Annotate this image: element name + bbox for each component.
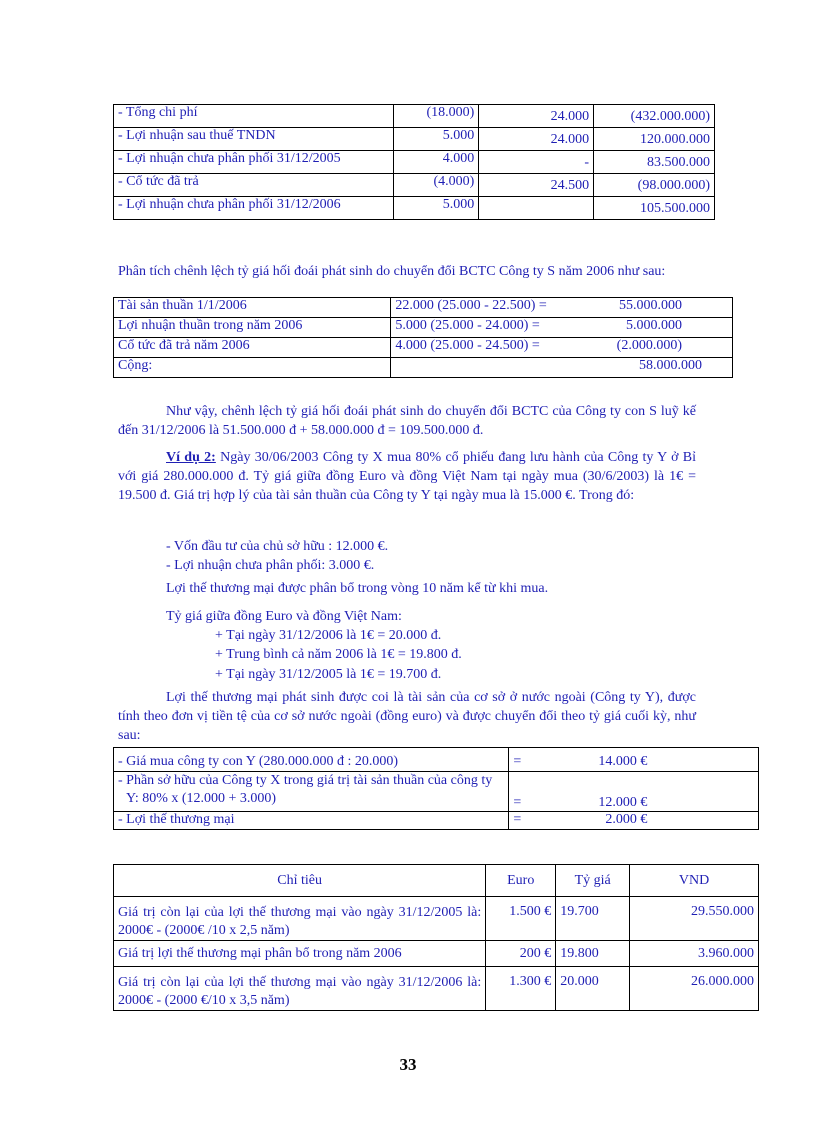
cell-calc [391,358,613,378]
row-label: Giá trị còn lại của lợi thế thương mại vào ngày 31/12/2005 là: 2000€ - (2000€ /10 x 2,5 năm) [114,897,486,941]
rate-heading: Tỷ giá giữa đồng Euro và đồng Việt Nam: [166,609,402,624]
table-row [114,318,733,338]
rate-item: + Tại ngày 31/12/2005 là 1€ = 19.700 đ. [215,667,442,682]
bullet-capital: - Vốn đầu tư của chủ sở hữu : 12.000 €. [166,539,389,554]
table-goodwill-calc [113,747,759,830]
table-row [114,897,759,941]
value-text: 12.000 € [598,795,648,810]
rate-item: + Trung bình cả năm 2006 là 1€ = 19.800 đ. [215,647,462,662]
cell-euro: 1.300 € [486,967,556,1011]
goodwill-amortization-note: Lợi thế thương mại được phân bổ trong vòng 10 năm kể từ khi mua. [166,581,549,596]
table-row [114,174,715,197]
row-label: - Lợi thế thương mại [114,812,509,830]
cell-rate: 19.700 [556,897,630,941]
row-label: - Lợi nhuận chưa phân phối 31/12/2006 [114,197,394,220]
row-label: Tài sản thuần 1/1/2006 [114,298,391,318]
table-row [114,197,715,220]
table-row [114,128,715,151]
cell-value [509,748,759,772]
table-row [114,105,715,128]
table-row [114,812,759,830]
cell-value [509,812,759,830]
table-row [114,298,733,318]
cell-value: 55.000.000 [612,298,732,318]
cell-vnd: (432.000.000) [594,105,715,128]
rate-item: + Tại ngày 31/12/2006 là 1€ = 20.000 đ. [215,628,442,643]
cell-value: (2.000.000) [612,338,732,358]
header-indicator: Chỉ tiêu [114,865,486,897]
cell-calc: 5.000 (25.000 - 24.000) = [391,318,613,338]
table-row [114,748,759,772]
cell-euro: (18.000) [394,105,479,128]
value-text: 14.000 € [598,754,648,769]
cell-euro: (4.000) [394,174,479,197]
intro-paragraph: Phân tích chênh lệch tỷ giá hối đoái phát sinh do chuyển đổi BCTC Công ty S năm 2006 như sau: [118,264,666,279]
table-profit-summary [113,104,715,220]
row-label: - Cổ tức đã trả [114,174,394,197]
cell-vnd: 120.000.000 [594,128,715,151]
cell-vnd: 105.500.000 [594,197,715,220]
row-label: - Phần sở hữu của Công ty X trong giá trị tài sản thuần của công ty Y: 80% x (12.000 + 3.000) [114,772,509,812]
cell-rate: 19.800 [556,941,630,967]
equals-sign: = [513,812,522,827]
cell-vnd: 83.500.000 [594,151,715,174]
row-label: Giá trị lợi thế thương mại phân bổ trong năm 2006 [114,941,486,967]
page-number: 33 [399,1055,417,1074]
table-row [114,941,759,967]
example-label: Ví dụ 2: [166,450,216,465]
cell-value: 5.000.000 [612,318,732,338]
table-goodwill-translation [113,864,759,1011]
table-exchange-diff [113,297,733,378]
cell-rate: - [479,151,594,174]
equals-sign: = [513,795,522,810]
cell-euro: 1.500 € [486,897,556,941]
row-label: - Giá mua công ty con Y (280.000.000 đ : 20.000) [114,748,509,772]
cell-value: 58.000.000 [612,358,732,378]
header-vnd: VND [630,865,759,897]
table-row [114,967,759,1011]
header-rate: Tỷ giá [556,865,630,897]
row-label: Lợi nhuận thuần trong năm 2006 [114,318,391,338]
value-text: 2.000 € [605,812,648,827]
paragraph-text: Như vậy, chênh lệch tỷ giá hối đoái phát sinh do chuyển đổi BCTC của Công ty con S luỹ kế đến 31/12/2006 là 51.500.000 đ + 58.000.000 đ = 109.500.000 đ. [118,404,696,438]
paragraph-conclusion [118,402,696,440]
equals-sign: = [513,754,522,769]
bullet-retained-earnings: - Lợi nhuận chưa phân phối: 3.000 €. [166,558,375,573]
table-row [114,358,733,378]
cell-euro: 5.000 [394,128,479,151]
row-label: - Lợi nhuận sau thuế TNDN [114,128,394,151]
row-label: Cộng: [114,358,391,378]
cell-vnd: 26.000.000 [630,967,759,1011]
row-label: Cổ tức đã trả năm 2006 [114,338,391,358]
cell-calc: 4.000 (25.000 - 24.500) = [391,338,613,358]
cell-euro: 4.000 [394,151,479,174]
cell-vnd: 29.550.000 [630,897,759,941]
cell-euro: 5.000 [394,197,479,220]
cell-rate: 20.000 [556,967,630,1011]
cell-rate: 24.000 [479,105,594,128]
cell-rate: 24.000 [479,128,594,151]
cell-rate: 24.500 [479,174,594,197]
cell-euro: 200 € [486,941,556,967]
example-text: Ngày 30/06/2003 Công ty X mua 80% cổ phiếu đang lưu hành của Công ty Y ở Bỉ với giá 280.000.000 đ. Tỷ giá giữa đồng Euro và đồng Việt Nam tại ngày mua (30/6/2003) là 1€ = 19.500 đ. Giá trị hợp lý của tài sản thuần của Công ty Y tại ngày mua là 15.000 €. Trong đó: [118,450,697,503]
cell-vnd: (98.000.000) [594,174,715,197]
table-header-row [114,865,759,897]
table-row [114,772,759,812]
table-row [114,338,733,358]
cell-vnd: 3.960.000 [630,941,759,967]
header-euro: Euro [486,865,556,897]
cell-calc: 22.000 (25.000 - 22.500) = [391,298,613,318]
table-row [114,151,715,174]
paragraph-example-2 [118,448,696,505]
cell-rate [479,197,594,220]
cell-value [509,772,759,812]
row-label: - Tổng chi phí [114,105,394,128]
row-label: Giá trị còn lại của lợi thế thương mại vào ngày 31/12/2006 là: 2000€ - (2000 €/10 x 3,5 năm) [114,967,486,1011]
paragraph-goodwill: Lợi thế thương mại phát sinh được coi là tài sản của cơ sở ở nước ngoài (Công ty Y), được tính theo đơn vị tiền tệ của cơ sở nước ngoài (đồng euro) và được chuyển đổi theo tỷ giá cuối kỳ, như sau: [118,690,696,743]
row-label: - Lợi nhuận chưa phân phối 31/12/2005 [114,151,394,174]
